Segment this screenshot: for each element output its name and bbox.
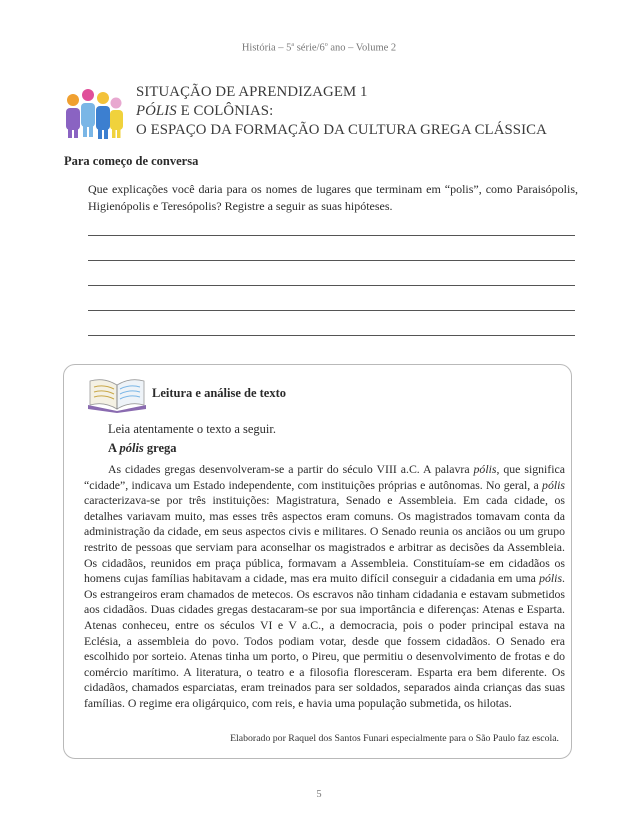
text-title: A pólis grega [108,441,177,455]
reading-instruction: Leia atentamente o texto a seguir. [108,422,276,436]
answer-line[interactable] [88,285,575,286]
page-number: 5 [316,789,322,800]
title-line-2: PÓLIS E COLÔNIAS: [136,103,274,119]
answer-line[interactable] [88,235,575,236]
reading-heading: Leitura e análise de texto [152,386,287,400]
people-group-icon [64,84,126,140]
running-header: História – 5$^a$ série/6$^o$ ano – Volume 2 [241,42,397,54]
title-line-1: SITUAÇÃO DE APRENDIZAGEM 1 [136,84,368,100]
answer-line[interactable] [88,260,575,261]
section-heading: Para começo de conversa [64,154,199,168]
title-line-3: O ESPAÇO DA FORMAÇÃO DA CULTURA GREGA CLÁSSICA [136,122,547,138]
text-credit: Elaborado por Raquel dos Santos Funari especialmente para o São Paulo faz escola. [230,733,559,744]
answer-line[interactable] [88,310,575,311]
activity-title [136,83,547,140]
reading-passage: As cidades gregas desenvolveram-se a partir do século VIII a.C. A palavra pólis, que significa “cidade”, indicava um Estado independente, com instituições próprias e autônomas. No geral, a pólis caracterizava-se por três instituições: Magistratura, Senado e Assembleia. Em cada cidade, os detalhes variavam muito, mas esses três aspectos eram comuns. Os magistrados tomavam conta da administração da cidade, em seus aspectos civis e militares. O Senado reunia os anciãos ou um grupo restrito de pessoas que serviam para aconselhar os magistrados e arbitrar as decisões da Assembleia. Os cidadãos, reunidos em praça pública, formavam a Assembleia. Constituíam-se em cidadãos os homens cujas famílias habitavam a cidade, mas era muito difícil conseguir a cidadania em uma pólis. Os estrangeiros eram chamados de metecos. Os escravos não tinham cidadania e estavam submetidos aos cidadãos. Duas cidades gregas destacaram-se por sua importância e diferenças: Atenas e Esparta. Atenas conheceu, entre os séculos VI e V a.C., a democracia, pois o poder principal estava na Eclésia, a assembleia do povo. Todos podiam votar, desde que fossem cidadãos. O Senado era escolhido por sorteio. Atenas tinha um porto, o Pireu, que permitiu o desenvolvimento de frotas e do comércio marítimo. A literatura, o teatro e a filosofia floresceram. Esparta era bem diferente. Os cidadãos, chamados esparciatas, eram treinados para ser soldados, separados ainda crianças das suas famílias. O regime era oligárquico, com reis, e havia uma população submetida, os hilotas. [84,462,565,710]
open-book-icon [84,375,150,413]
question-text: Que explicações você daria para os nomes de lugares que terminam em “polis”, como Paraisópolis, Higienópolis e Teresópolis? Registre a seguir as suas hipóteses. [88,182,578,213]
answer-line[interactable] [88,335,575,336]
